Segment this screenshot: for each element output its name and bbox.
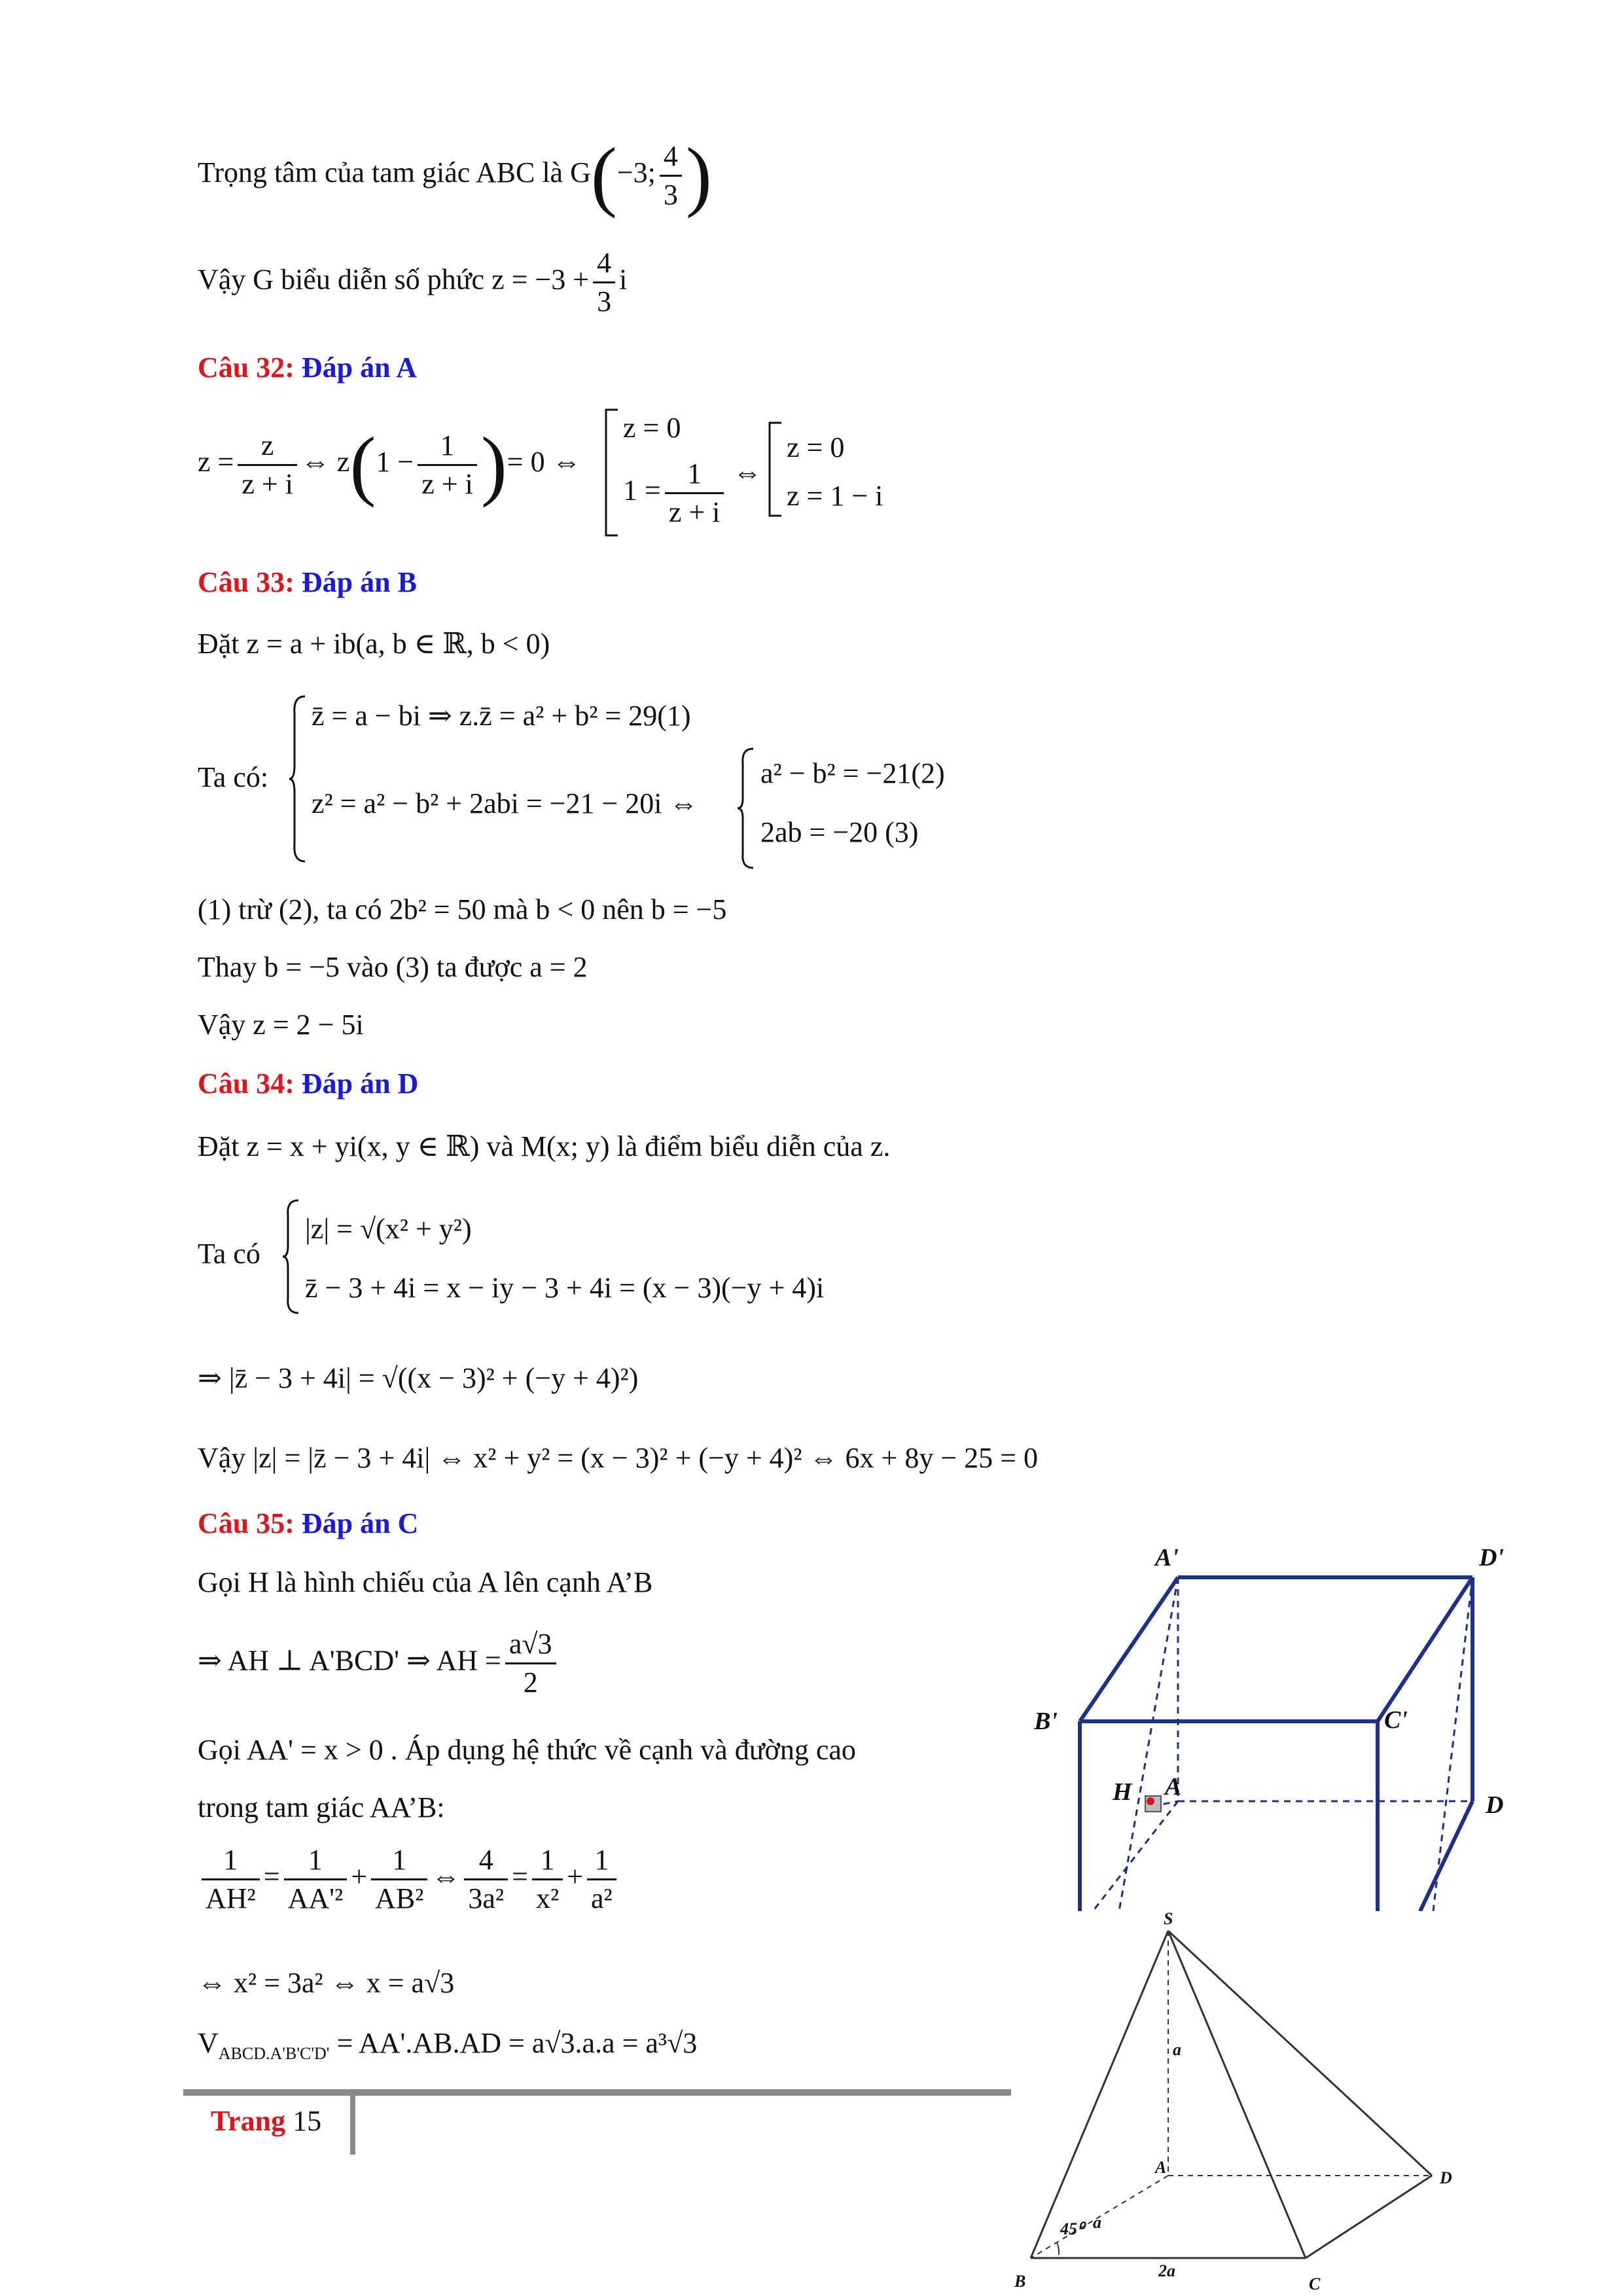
q34-taco: Ta có [198, 1238, 260, 1270]
q33-subsystem-eq-1: a² − b² = −21(2) [760, 757, 945, 789]
edge-a1-b1 [1080, 1577, 1178, 1721]
q35-line-2-text: ⇒ AH ⊥ A'BCD' ⇒ AH = [198, 1644, 501, 1677]
q34-label: Câu 34: [198, 1067, 294, 1100]
footer-label: Trang [211, 2105, 286, 2137]
q32-eq-lhs: z = [198, 446, 234, 478]
q35-label: Câu 35: [198, 1507, 294, 1539]
label-a: A [1165, 1773, 1182, 1801]
footer-divider [350, 2089, 355, 2155]
q33-subsystem-eq-2: 2ab = −20 (3) [760, 816, 919, 848]
diag-a1-b-hidden [1119, 1577, 1178, 1911]
label-ab-a: a [1093, 2213, 1101, 2232]
centroid-line: Trọng tâm của tam giác ABC là G(−3; $\frac{4}{3}$ ) [198, 132, 712, 219]
q32-label: Câu 32: [198, 351, 294, 384]
centroid-x: −3; [616, 156, 656, 189]
q32-result-2: z = 1 − i [787, 480, 883, 512]
q32-eq-fraction: $\frac{z}{z + i}$ [238, 431, 297, 499]
q35-volume-line: $V_{ABCD.A'B'C'D'} = AA'.AB.AD = a√3.a.a = a^3√3$ [198, 2027, 698, 2063]
figure-cuboid [1027, 1532, 1512, 1911]
represent-fraction: $\frac{4}{3}$ [593, 249, 615, 316]
edge-a-b-hidden [1093, 1801, 1178, 1911]
label-d: D [1486, 1791, 1504, 1819]
label-h: H [1113, 1778, 1132, 1806]
q32-equation: z = $\frac{z}{z + i}$ ⇔ z(1 − $\frac{1}{z + i}$ )= 0 ⇔ [198, 421, 581, 508]
q33-system-eq-2: z² = a² − b² + 2abi = −21 − 20i ⇔ [312, 787, 698, 819]
q35-line-6: ⇔ x² = 3a² ⇔ x = a√3 [198, 1967, 455, 1999]
centroid-text: Trọng tâm của tam giác ABC là [198, 156, 563, 189]
q34-line-2: Vậy |z| = |z̄ − 3 + 4i| ⇔ x² + y² = (x − 3)² + (−y + 4)² ⇔ 6x + 8y − 25 = 0 [198, 1442, 1038, 1474]
angle-arc-45 [1057, 2242, 1059, 2255]
q33-line-2: Thay b = −5 vào (3) ta được a = 2 [198, 951, 588, 983]
page-footer [211, 2104, 321, 2138]
q33-line-3: Vậy z = 2 − 5i [198, 1009, 364, 1041]
q32-equiv-2: ⇔ [733, 456, 762, 488]
q34-set-line: Đặt z = x + yi(x, y ∈ ℝ) và M(x; y) là điểm biểu diễn của z. [198, 1130, 891, 1162]
q32-heading [198, 351, 417, 384]
q32-case-2-fraction: $\frac{1}{z + i}$ [665, 459, 724, 527]
label-b: B [1014, 2272, 1026, 2291]
q33-system-brace [288, 694, 308, 864]
q34-answer: Đáp án D [301, 1067, 419, 1100]
label-d-prime: D' [1479, 1544, 1504, 1571]
q34-line-1: ⇒ |z̄ − 3 + 4i| = √((x − 3)² + (−y + 4)²) [198, 1362, 639, 1394]
edge-s-c [1168, 1931, 1306, 2258]
q33-subsystem-brace [736, 746, 756, 870]
label-a-prime: A' [1155, 1544, 1179, 1571]
q35-line-4: trong tam giác AA’B: [198, 1791, 445, 1823]
figure-pyramid [995, 1911, 1505, 2296]
label-c: C [1309, 2274, 1321, 2293]
label-d: D [1440, 2168, 1452, 2187]
q32-eq-zero: = 0 ⇔ [507, 446, 581, 478]
represent-tail: i [619, 263, 628, 296]
represent-expr: z = −3 + [491, 263, 590, 296]
edge-d-c [1420, 1801, 1472, 1911]
q35-line-2 [198, 1630, 560, 1697]
q32-case-bracket-1 [602, 407, 622, 538]
label-b-prime: B' [1034, 1708, 1058, 1735]
page-number: 15 [293, 2105, 322, 2137]
q34-heading [198, 1067, 418, 1100]
q32-eq-equiv: ⇔ z [300, 446, 350, 478]
represent-line [198, 249, 627, 316]
q34-system-eq-2: z̄ − 3 + 4i = x − iy − 3 + 4i = (x − 3)(−y + 4)i [305, 1272, 825, 1304]
label-height-a: a [1173, 2040, 1181, 2059]
q32-result-1: z = 0 [787, 431, 845, 463]
label-a: A [1155, 2158, 1167, 2177]
q35-heading [198, 1507, 418, 1540]
q33-system-eq-1: z̄ = a − bi ⇒ z.z̄ = a² + b² = 29(1) [312, 700, 691, 732]
represent-text: Vậy G biểu diễn số phức [198, 263, 485, 296]
q33-label: Câu 33: [198, 566, 294, 598]
q35-line-1: Gọi H là hình chiếu của A lên cạnh A’B [198, 1566, 653, 1598]
label-angle-45: 45⁰ [1060, 2219, 1084, 2238]
label-s: S [1164, 1911, 1173, 1928]
q32-answer: Đáp án A [301, 351, 417, 384]
q32-inner-fraction: $\frac{1}{z + i}$ [418, 431, 477, 499]
label-bc-2a: 2a [1158, 2261, 1175, 2280]
q33-line-1: (1) trừ (2), ta có 2b² = 50 mà b < 0 nên b = −5 [198, 893, 727, 925]
q33-set-line: Đặt z = a + ib(a, b ∈ ℝ, b < 0) [198, 628, 550, 660]
q35-answer: Đáp án C [301, 1507, 419, 1539]
q32-case-bracket-2 [766, 420, 785, 518]
q35-ah-fraction: $\frac{a√3}{2}$ [505, 1630, 556, 1697]
centroid-y-fraction: $\frac{4}{3}$ [660, 142, 682, 209]
label-c-prime: C' [1384, 1706, 1408, 1734]
edge-s-b [1031, 1931, 1168, 2258]
edge-s-d [1168, 1931, 1432, 2176]
q34-system-eq-1: |z| = √(x² + y²) [305, 1213, 472, 1245]
q34-system-brace [281, 1198, 301, 1316]
q32-case-1: z = 0 [623, 412, 681, 444]
point-h [1147, 1797, 1154, 1805]
q33-taco: Ta có: [198, 761, 269, 793]
q33-answer: Đáp án B [301, 566, 417, 598]
q32-case-2-lhs: 1 = [623, 474, 661, 507]
q35-line-3: Gọi AA' = x > 0 . Áp dụng hệ thức về cạnh và đường cao [198, 1734, 856, 1766]
edge-c-d [1306, 2176, 1432, 2258]
q33-heading [198, 565, 417, 599]
volume-subscript: ABCD.A'B'C'D' [218, 2043, 330, 2063]
q35-relation-equation: $\frac{1}{\text{AH²}}$ = $\frac{1}{\text{AA'²}}$ + $\frac{1}{\text{AB²}}$ ⇔ $\frac{4}{\text{3a²}}$ = $\frac{1}{\text{x²}}$ + $\frac{1}{\text{a²}}$ [198, 1846, 620, 1913]
q32-case-2 [623, 459, 728, 527]
footer-rule [183, 2089, 1011, 2096]
centroid-point: G [570, 156, 591, 189]
q32-inner: 1 − [376, 446, 414, 478]
